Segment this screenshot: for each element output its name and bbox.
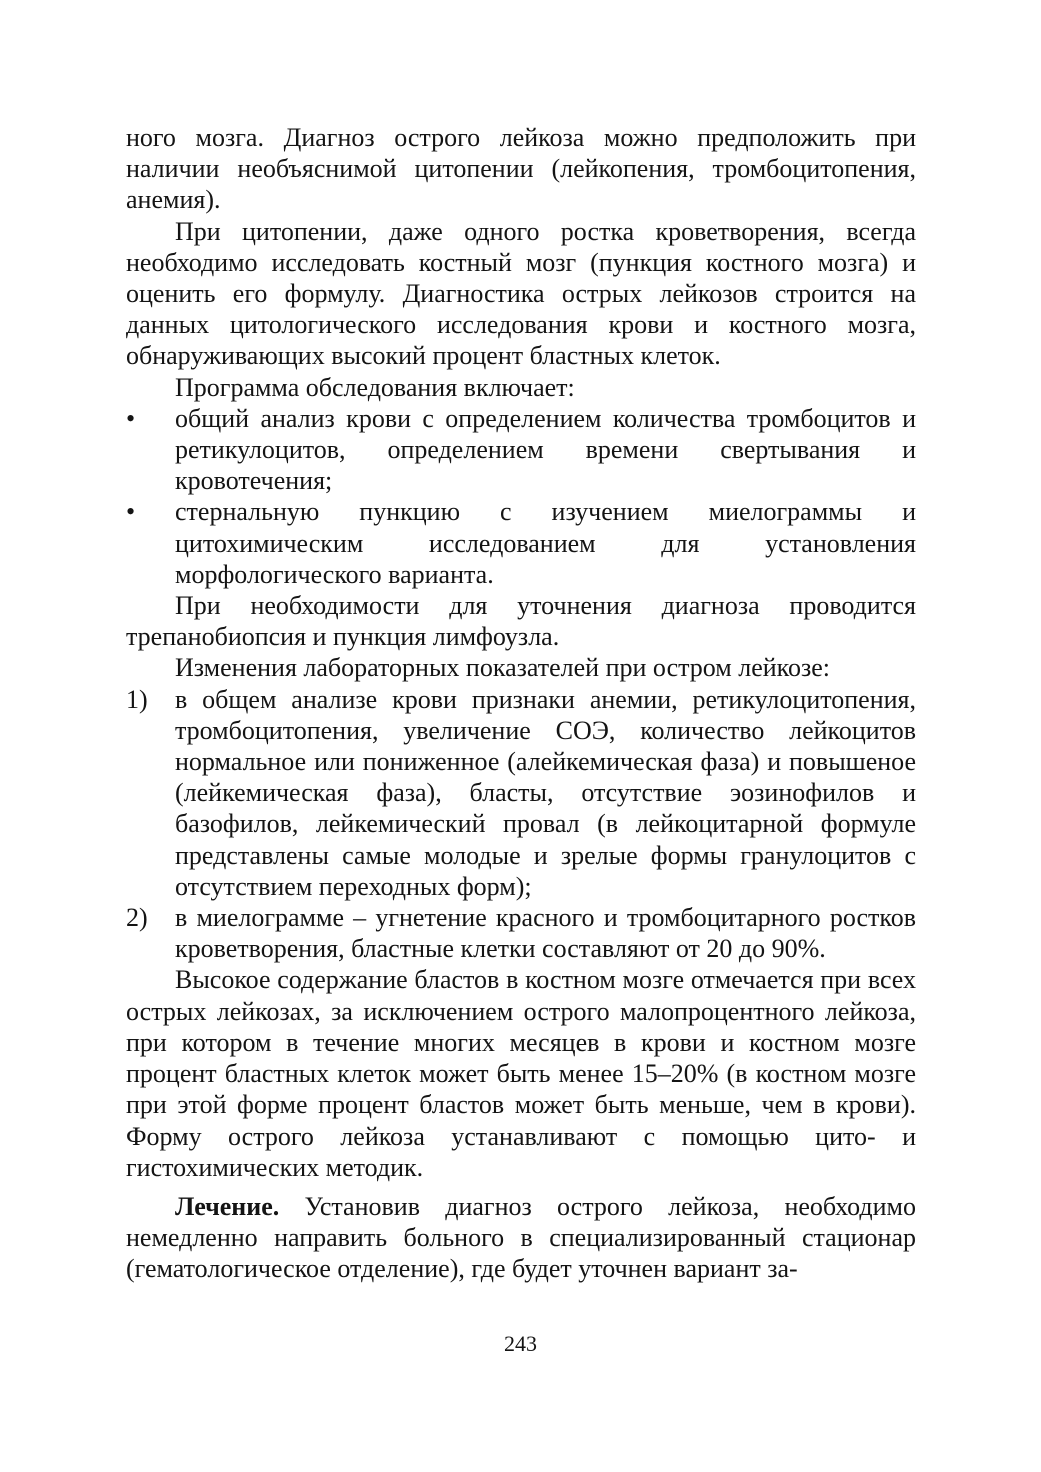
list-item [126,496,916,590]
list-item [126,403,916,497]
list-item-text: общий анализ крови с определением количества тромбоцитов и ретикулоцитов, определением времени свертывания и кровотечения; [175,403,916,496]
treatment-heading: Лечение. [175,1191,280,1221]
page-number: 243 [504,1331,537,1356]
treatment-text: Установив диагноз острого лейкоза, необходимо немедленно направить больного в специализированный стационар (гематологическое отделение), где будет уточнен вариант за- [126,1191,916,1284]
paragraph-treatment [126,1191,916,1285]
paragraph-lab-changes-intro: Изменения лабораторных показателей при остром лейкозе: [175,653,831,683]
list-item-text: в общем анализе крови признаки анемии, ретикулоцитопения, тромбоцитопения, увеличение СОЭ, количество лейкоцитов нормальное или пониженное (алейкемическая фаза) и повышеное (лейкемическая фаза), бласты, отсутствие эозинофилов и базофилов, лейкемический провал (в лейкоцитарной формуле представлены самые молодые и зрелые формы гранулоцитов с отсутствием переходных форм); [175,684,916,901]
list-item-text: в миелограмме – угнетение красного и тромбоцитарного ростков кроветворения, бластные клетки составляют от 20 до 90%. [175,903,916,964]
list-item-text: стернальную пункцию с изучением миелограммы и цитохимическим исследованием для установления морфологического варианта. [175,497,916,589]
bullet-marker: • [126,403,136,433]
paragraph-trepanobiopsy: При необходимости для уточнения диагноза проводится трепанобиопсия и пункция лимфоузла. [126,591,916,652]
paragraph-blast-content: Высокое содержание бластов в костном мозге отмечается при всех острых лейкозах, за исключением острого малопроцентного лейкоза, при котором в течение многих месяцев в крови и костном мозге процент бластных клеток может быть менее 15–20% (в костном мозге при этой форме процент бластов может быть меньше, чем в крови). Форму острого лейкоза устанавливают с помощью цито- и гистохимических методик. [126,965,916,1182]
number-marker: 1) [126,684,148,714]
list-item [126,684,916,902]
list-item [126,902,916,964]
number-marker: 2) [126,903,148,933]
bullet-marker: • [126,497,136,527]
page-body [126,122,916,1285]
paragraph-cytopenia: При цитопении, даже одного ростка кроветворения, всегда необходимо исследовать костный мозг (пункция костного мозга) и оценить его формулу. Диагностика острых лейкозов строится на данных цитологического исследования крови и костного мозга, обнаруживающих высокий процент бластных клеток. [126,216,916,371]
paragraph-continuation: ного мозга. Диагноз острого лейкоза можно предположить при наличии необъяснимой цитопении (лейкопения, тромбоцитопения, анемия). [126,123,916,215]
paragraph-program-intro: Программа обследования включает: [175,372,575,402]
